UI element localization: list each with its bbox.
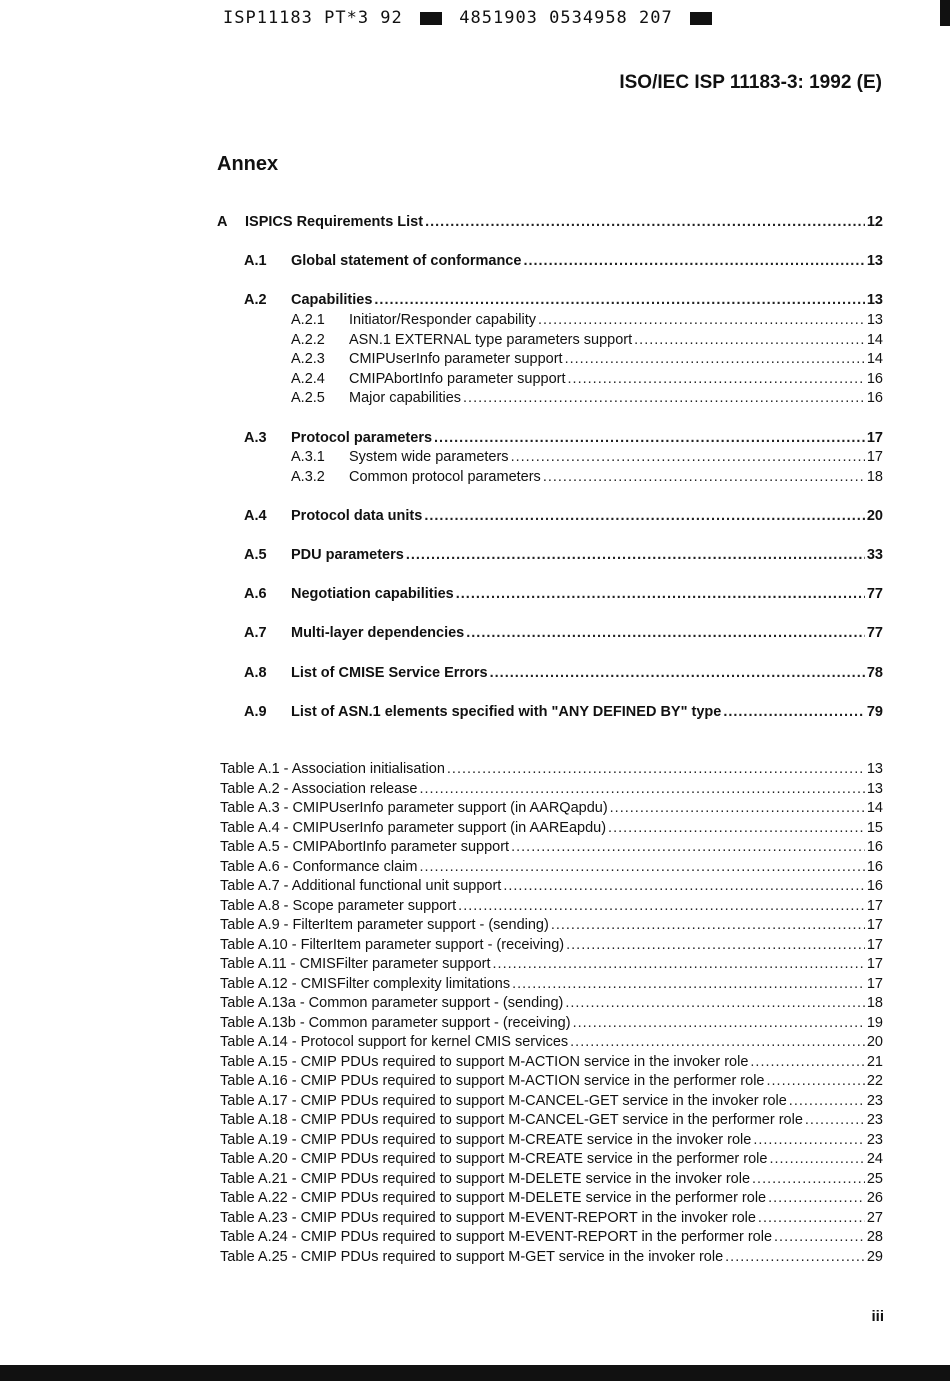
toc-entry-number: A.2.1 [291, 311, 325, 328]
dot-leader [458, 897, 865, 917]
scan-code-part1: ISP11183 PT*3 92 [223, 8, 403, 28]
toc-entry-page: 17 [866, 449, 883, 466]
table-list-entry[interactable] [220, 1248, 883, 1268]
table-entry-title: Table A.17 - CMIP PDUs required to support M-CANCEL-GET service in the invoker role [220, 1092, 787, 1109]
table-list-entry[interactable] [220, 838, 883, 858]
table-entry-page: 15 [866, 819, 883, 836]
toc-entry-page: 13 [866, 292, 883, 309]
table-entry-page: 22 [866, 1073, 883, 1089]
table-list-entry[interactable] [220, 760, 883, 780]
toc-entry-title: List of ASN.1 elements specified with "ANY DEFINED BY" type [291, 703, 722, 720]
table-list-entry[interactable] [220, 1092, 883, 1112]
toc-entry-number: A.1 [244, 253, 267, 270]
table-entry-page: 17 [866, 956, 883, 972]
table-entry-page: 23 [866, 1131, 883, 1148]
table-entry-page: 23 [866, 1112, 883, 1128]
toc-entry-number: A.2.5 [291, 390, 325, 407]
dot-leader [374, 291, 864, 311]
dot-leader [425, 213, 865, 233]
dot-leader [511, 838, 865, 858]
dot-leader [608, 819, 865, 839]
table-entry-title: Table A.12 - CMISFilter complexity limitations [220, 975, 511, 992]
scan-header-code [223, 8, 718, 28]
table-entry-title: Table A.23 - CMIP PDUs required to support M-EVENT-REPORT in the invoker role [220, 1209, 756, 1226]
toc-entry-title: Common protocol parameters [349, 468, 541, 485]
dot-leader [447, 760, 865, 780]
toc-entry[interactable] [217, 664, 883, 684]
toc-entry[interactable] [217, 213, 883, 233]
dot-leader [566, 936, 865, 956]
toc-entry[interactable] [217, 350, 883, 370]
table-entry-title: Table A.8 - Scope parameter support [220, 897, 457, 914]
toc-entry-number: A.8 [244, 664, 267, 681]
scan-bottom-bar [0, 1365, 950, 1381]
toc-entry-page: 17 [866, 429, 883, 446]
table-list-entry[interactable] [220, 799, 883, 819]
toc-entry-page: 13 [866, 253, 883, 270]
dot-leader [490, 664, 865, 684]
toc-entry[interactable] [217, 624, 883, 644]
toc-entry-page: 18 [866, 468, 883, 485]
table-entry-page: 16 [866, 878, 883, 894]
table-list-entry[interactable] [220, 1209, 883, 1229]
table-entry-title: Table A.4 - CMIPUserInfo parameter support (in AAREapdu) [220, 819, 607, 836]
table-entry-title: Table A.15 - CMIP PDUs required to support M-ACTION service in the invoker role [220, 1053, 749, 1070]
table-entry-page: 16 [866, 858, 883, 875]
table-entry-title: Table A.13a - Common parameter support - (sending) [220, 995, 564, 1011]
toc-entry-number: A.7 [244, 625, 267, 642]
toc-entry-page: 78 [866, 664, 883, 681]
dot-leader [723, 703, 865, 723]
toc-entry-number: A.2 [244, 292, 267, 309]
toc-entry[interactable] [217, 252, 883, 272]
table-list-entry[interactable] [220, 916, 883, 936]
black-block-mark [420, 12, 442, 25]
table-list-entry[interactable] [220, 994, 883, 1014]
toc-entry-title: Protocol data units [291, 507, 423, 524]
table-entry-title: Table A.5 - CMIPAbortInfo parameter support [220, 839, 510, 855]
table-entry-title: Table A.24 - CMIP PDUs required to support M-EVENT-REPORT in the performer role [220, 1229, 773, 1245]
toc-entry-title: Protocol parameters [291, 429, 433, 446]
dot-leader [466, 624, 865, 644]
toc-entry-number: A.3.2 [291, 468, 325, 485]
dot-leader [573, 1014, 865, 1034]
table-entry-title: Table A.13b - Common parameter support - (receiving) [220, 1014, 571, 1031]
toc-entry-title: System wide parameters [349, 449, 509, 466]
dot-leader [493, 955, 865, 975]
table-list-entry[interactable] [220, 1072, 883, 1092]
dot-leader [512, 975, 865, 995]
toc-entry-number: A.2.4 [291, 370, 325, 387]
table-entry-page: 21 [866, 1053, 883, 1070]
table-entry-title: Table A.22 - CMIP PDUs required to support M-DELETE service in the performer role [220, 1190, 767, 1206]
table-list-entry[interactable] [220, 1053, 883, 1073]
table-list-entry[interactable] [220, 1189, 883, 1209]
table-list-entry[interactable] [220, 1228, 883, 1248]
table-entry-page: 13 [866, 761, 883, 777]
toc-entry-page: 33 [866, 547, 883, 564]
toc-entry[interactable] [217, 429, 883, 449]
toc-entry[interactable] [217, 585, 883, 605]
table-of-contents [217, 213, 883, 722]
annex-heading: Annex [217, 153, 279, 175]
table-entry-page: 13 [866, 780, 883, 797]
toc-entry-number: A.2.3 [291, 351, 325, 368]
table-entry-title: Table A.3 - CMIPUserInfo parameter support (in AARQapdu) [220, 800, 608, 816]
table-entry-page: 28 [866, 1229, 883, 1245]
toc-entry-number: A.6 [244, 586, 267, 603]
table-entry-page: 27 [866, 1209, 883, 1226]
table-entry-title: Table A.19 - CMIP PDUs required to support M-CREATE service in the invoker role [220, 1131, 752, 1148]
table-list-entry[interactable] [220, 1111, 883, 1131]
toc-entry-number: A.3.1 [291, 449, 325, 466]
toc-entry-page: 14 [866, 351, 883, 368]
toc-entry-number: A.9 [244, 703, 267, 720]
dot-leader [419, 780, 864, 800]
dot-leader [456, 585, 865, 605]
table-entry-title: Table A.16 - CMIP PDUs required to support M-ACTION service in the performer role [220, 1073, 765, 1089]
dot-leader [753, 1131, 865, 1151]
toc-entry-title: CMIPAbortInfo parameter support [349, 370, 566, 387]
dot-leader [769, 1150, 864, 1170]
toc-entry-title: Negotiation capabilities [291, 586, 454, 603]
dot-leader [568, 370, 865, 390]
toc-entry[interactable] [217, 546, 883, 566]
table-entry-page: 18 [866, 995, 883, 1011]
table-entry-title: Table A.18 - CMIP PDUs required to support M-CANCEL-GET service in the performer role [220, 1112, 803, 1128]
dot-leader [565, 994, 865, 1014]
dot-leader [424, 507, 865, 527]
toc-entry-page: 77 [866, 625, 883, 642]
toc-entry-title: CMIPUserInfo parameter support [349, 351, 563, 368]
table-entry-title: Table A.10 - FilterItem parameter support - (receiving) [220, 936, 565, 953]
toc-entry-page: 14 [866, 331, 883, 348]
toc-entry-page: 13 [866, 311, 883, 328]
dot-leader [565, 350, 865, 370]
toc-entry-page: 16 [866, 370, 883, 387]
black-block-mark [690, 12, 712, 25]
dot-leader [463, 389, 865, 409]
toc-entry-title: Initiator/Responder capability [349, 311, 536, 328]
dot-leader [523, 252, 864, 272]
table-entry-title: Table A.7 - Additional functional unit support [220, 878, 502, 894]
toc-entry-title: Global statement of conformance [291, 253, 522, 270]
toc-entry-title: ASN.1 EXTERNAL type parameters support [349, 331, 633, 348]
toc-entry-title: Capabilities [291, 292, 373, 309]
table-list-entry[interactable] [220, 1014, 883, 1034]
table-list-entry[interactable] [220, 975, 883, 995]
scan-corner-mark [940, 0, 950, 26]
dot-leader [634, 331, 865, 351]
table-entry-title: Table A.25 - CMIP PDUs required to support M-GET service in the invoker role [220, 1248, 724, 1265]
dot-leader [768, 1189, 865, 1209]
dot-leader [767, 1072, 865, 1092]
table-entry-title: Table A.11 - CMISFilter parameter support [220, 956, 491, 972]
table-entry-title: Table A.2 - Association release [220, 780, 418, 797]
dot-leader [758, 1209, 865, 1229]
toc-entry-page: 79 [866, 703, 883, 720]
table-entry-title: Table A.1 - Association initialisation [220, 761, 445, 777]
toc-entry[interactable] [217, 703, 883, 723]
page-number: iii [871, 1308, 884, 1325]
toc-entry[interactable] [217, 331, 883, 351]
table-list-entry[interactable] [220, 1150, 883, 1170]
table-list-entry[interactable] [220, 819, 883, 839]
table-entry-page: 17 [866, 936, 883, 953]
dot-leader [805, 1111, 865, 1131]
toc-entry-title: Major capabilities [349, 390, 462, 407]
dot-leader [570, 1033, 865, 1053]
toc-entry[interactable] [217, 448, 883, 468]
table-entry-page: 14 [866, 800, 883, 816]
dot-leader [419, 858, 864, 878]
table-list-entry[interactable] [220, 858, 883, 878]
toc-entry-title: Multi-layer dependencies [291, 625, 465, 642]
toc-entry-number: A.3 [244, 429, 267, 446]
dot-leader [538, 311, 865, 331]
dot-leader [511, 448, 865, 468]
table-list-entry[interactable] [220, 780, 883, 800]
table-list-entry[interactable] [220, 877, 883, 897]
dot-leader [503, 877, 865, 897]
toc-entry-number: A.5 [244, 547, 267, 564]
table-list-entry[interactable] [220, 936, 883, 956]
table-entry-page: 17 [866, 975, 883, 992]
table-entry-page: 17 [866, 917, 883, 933]
dot-leader [774, 1228, 865, 1248]
table-entry-page: 26 [866, 1190, 883, 1206]
dot-leader [434, 429, 865, 449]
table-entry-page: 29 [866, 1248, 883, 1265]
toc-entry-title: PDU parameters [291, 547, 404, 564]
dot-leader [752, 1170, 865, 1190]
table-list-entry[interactable] [220, 955, 883, 975]
table-list-entry[interactable] [220, 1033, 883, 1053]
toc-entry-number: A.4 [244, 507, 267, 524]
table-entry-title: Table A.21 - CMIP PDUs required to support M-DELETE service in the invoker role [220, 1170, 751, 1187]
toc-entry-number: A [217, 214, 228, 230]
toc-entry[interactable] [217, 311, 883, 331]
table-entry-page: 20 [866, 1034, 883, 1050]
toc-entry-number: A.2.2 [291, 331, 325, 348]
toc-entry[interactable] [217, 291, 883, 311]
table-entry-page: 16 [866, 839, 883, 855]
table-entry-title: Table A.9 - FilterItem parameter support - (sending) [220, 917, 549, 933]
table-entry-page: 23 [866, 1092, 883, 1109]
toc-entry-page: 77 [866, 586, 883, 603]
toc-entry-title: List of CMISE Service Errors [291, 664, 488, 681]
table-list-entry[interactable] [220, 1131, 883, 1151]
toc-entry[interactable] [217, 507, 883, 527]
table-list-entry[interactable] [220, 897, 883, 917]
toc-entry-page: 20 [866, 507, 883, 524]
dot-leader [789, 1092, 865, 1112]
dot-leader [750, 1053, 864, 1073]
document-title: ISO/IEC ISP 11183-3: 1992 (E) [619, 72, 882, 93]
table-entry-title: Table A.6 - Conformance claim [220, 858, 418, 875]
table-entry-page: 24 [866, 1151, 883, 1167]
scan-code-part2: 4851903 0534958 207 [459, 8, 673, 28]
toc-entry-page: 16 [866, 390, 883, 407]
list-of-tables [220, 760, 883, 1267]
toc-entry[interactable] [217, 370, 883, 390]
table-list-entry[interactable] [220, 1170, 883, 1190]
table-entry-title: Table A.14 - Protocol support for kernel CMIS services [220, 1034, 569, 1050]
toc-entry[interactable] [217, 468, 883, 488]
toc-entry-title: ISPICS Requirements List [245, 214, 424, 230]
dot-leader [725, 1248, 865, 1268]
dot-leader [610, 799, 865, 819]
toc-entry[interactable] [217, 389, 883, 409]
table-entry-page: 17 [866, 897, 883, 914]
table-entry-title: Table A.20 - CMIP PDUs required to support M-CREATE service in the performer role [220, 1151, 768, 1167]
dot-leader [551, 916, 865, 936]
dot-leader [543, 468, 865, 488]
dot-leader [406, 546, 865, 566]
toc-entry-page: 12 [866, 214, 883, 230]
table-entry-page: 25 [866, 1170, 883, 1187]
table-entry-page: 19 [866, 1014, 883, 1031]
